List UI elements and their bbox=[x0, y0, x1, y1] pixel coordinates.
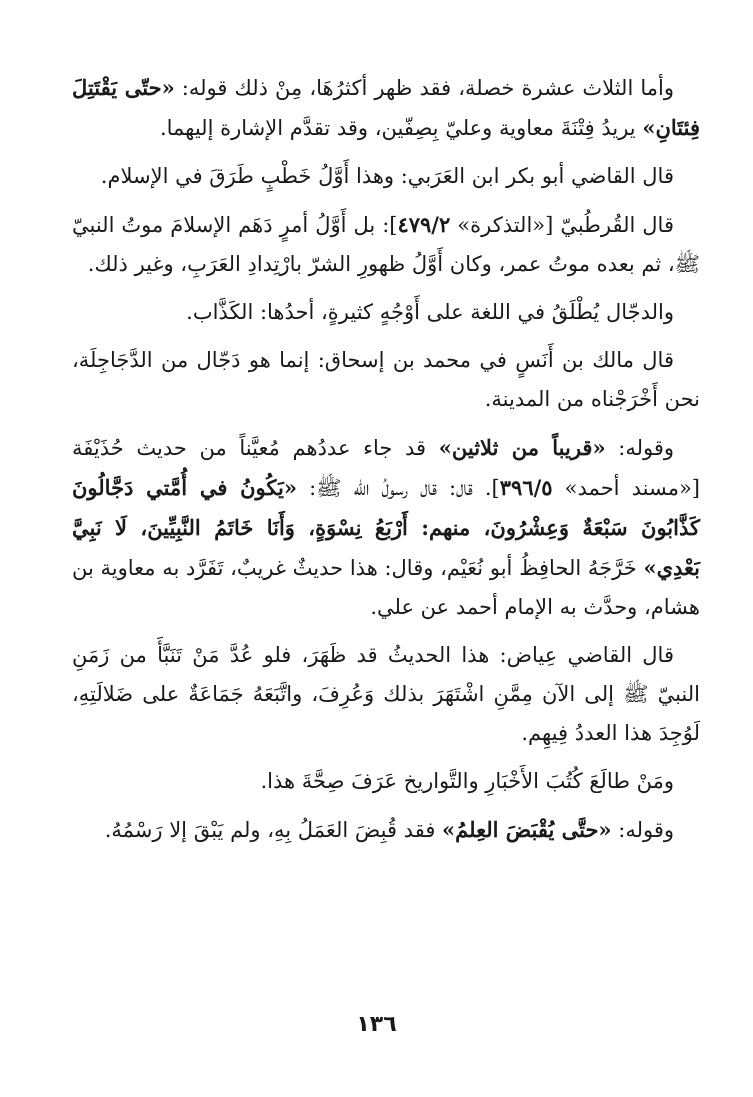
paragraph bbox=[72, 762, 700, 801]
text-segment: خَرَّجَهُ الحافِظُ أبو نُعَيْم، وقال: هذا حديثٌ غريبٌ، تَفَرَّد به معاوية بن هشام، وحدَّث به الإمام أحمد عن علي. bbox=[72, 556, 700, 619]
paragraph bbox=[72, 205, 700, 284]
reference-number: ٣٩٦/٥ bbox=[499, 475, 553, 500]
page-number: ١٣٦ bbox=[356, 1012, 397, 1037]
text-segment: قد جاء عددُهم مُعيَّناً من حديث حُذَيْفَة [«مسند أحمد» bbox=[72, 436, 701, 500]
hadith-quote: «حتّى يَقْتَتِلَ فِئتَانِ» bbox=[72, 75, 700, 140]
hadith-quote: «حتَّى يُقْبَضَ العِلمُ» bbox=[442, 817, 612, 842]
text-segment: وأما الثلاث عشرة خصلة، فقد ظهر أكثرُهَا، مِنْ ذلك قوله: bbox=[174, 76, 674, 100]
text-segment: وقوله: bbox=[611, 818, 674, 842]
reference-number: ٤٧٩/٢ bbox=[397, 212, 451, 237]
text-segment: قال القُرطُبيّ [«التذكرة» bbox=[450, 213, 674, 237]
paragraph bbox=[72, 68, 700, 148]
text-segment: يريدُ فِتْنَةَ معاوية وعليّ بِصِفّين، وقد تقدَّم الإشارة إليهما. bbox=[159, 116, 643, 140]
paragraph bbox=[72, 341, 700, 419]
text-segment: وقوله: bbox=[605, 436, 675, 460]
text-segment: والدجّال يُطْلَقُ في اللغة على أَوْجُهٍ كثيرةٍ، أحدُها: الكَذَّاب. bbox=[186, 300, 674, 324]
text-segment: ]: بل أَوَّلُ أمرٍ دَهَم الإسلامَ موتُ النبيّ ﷺ، ثم بعده موتُ عمر، وكان أَوَّلُ ظهورِ الشرّ بارْتِدادِ العَرَبِ، وغير ذلك. bbox=[72, 213, 700, 276]
paragraph bbox=[72, 428, 700, 627]
page-body bbox=[72, 68, 700, 859]
text-segment: ومَنْ طالَعَ كُتُبَ الأَخْبَارِ والتَّواريخ عَرَفَ صِحَّةَ هذا. bbox=[260, 769, 674, 793]
text-segment: قال القاضي عِياض: هذا الحديثُ قد ظَهَرَ، فلو عُدَّ مَنْ تَنَبَّأَ من زَمَنِ النبيّ ﷺ إلى الآن مِمَّنِ اشْتَهَرَ بذلك وَعُرِفَ، واتَّبَعَهُ جَمَاعَةٌ على ضَلالَتِهِ، لَوُجِدَ هذا العددُ فِيهِم. bbox=[72, 643, 700, 745]
text-segment: قال القاضي أبو بكر ابن العَرَبي: وهذا أَوَّلُ خَطْبٍ طَرَقَ في الإسلام. bbox=[100, 164, 674, 188]
paragraph bbox=[72, 157, 700, 196]
text-segment: ]. قال: قال رسولُ الله ﷺ: bbox=[296, 476, 500, 500]
text-segment: قال مالك بن أَنَسٍ في محمد بن إسحاق: إنما هو دَجّال من الدَّجَاجِلَة، نحن أَخْرَجْناه من المدينة. bbox=[72, 348, 700, 411]
paragraph bbox=[72, 810, 700, 850]
paragraph bbox=[72, 636, 700, 753]
hadith-quote: «يَكُونُ في أُمَّتي دَجَّالُونَ كَذَّابُونَ سَبْعَةٌ وَعِشْرُونَ، منهم: أَرْبَعُ نِسْوَةٍ، وَأَنَا خَاتَمُ النَّبِيِّينَ، لَا نَبِيَّ بَعْدِي» bbox=[72, 475, 700, 580]
text-segment: فقد قُبِضَ العَمَلُ بِهِ، ولم يَبْقَ إلا رَسْمُهُ. bbox=[104, 818, 443, 842]
hadith-quote: «قريباً من ثلاثين» bbox=[438, 435, 606, 460]
paragraph bbox=[72, 293, 700, 332]
